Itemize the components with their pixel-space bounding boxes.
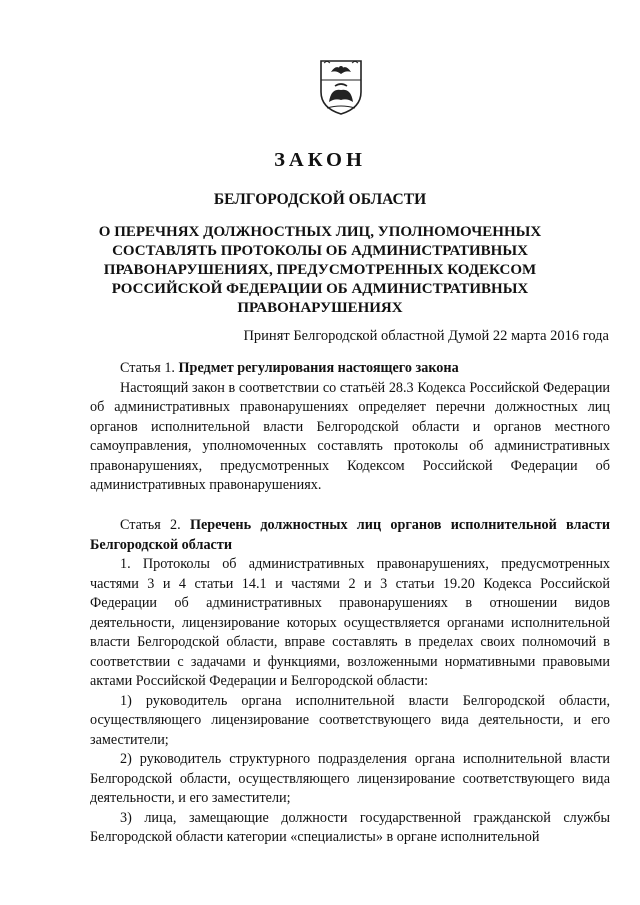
article-1-title: Предмет регулирования настоящего закона — [178, 360, 459, 376]
article-2-paragraph: 1. Протоколы об административных правонарушениях, предусмотренных частями 3 и 4 статьи 14.1 и частями 2 и 3 статьи 19.20 Кодекса Российской Федерации об административных правонарушениях в отношении видов деятельности, лицензирование которых осуществляется органами исполнительной власти Белгородской области, вправе составлять в пределах своих полномочий в соответствии с задачами и функциями, возложенными нормативными правовыми актами Российской Федерации и Белгородской области: — [90, 556, 610, 689]
coat-of-arms-emblem — [317, 58, 365, 116]
article-2-paragraph: 2) руководитель структурного подразделения органа исполнительной власти Белгородской области, осуществляющего лицензирование соответствующего вида деятельности, и его заместители; — [90, 751, 610, 806]
document-region: БЕЛГОРОДСКОЙ ОБЛАСТИ — [213, 191, 427, 208]
article-2-title: Перечень должностных лиц органов исполнительной власти Белгородской области — [90, 517, 610, 553]
adoption-note: Принят Белгородской областной Думой 22 марта 2016 года — [243, 328, 609, 344]
article-1-prefix: Статья 1. — [120, 360, 179, 376]
article-2-paragraph: 1) руководитель органа исполнительной власти Белгородской области, осуществляющего лицензирование соответствующего вида деятельности, и его заместители; — [90, 692, 610, 748]
article-1-heading — [90, 359, 610, 379]
law-heading — [80, 223, 560, 318]
heading-line: СОСТАВЛЯТЬ ПРОТОКОЛЫ ОБ АДМИНИСТРАТИВНЫХ — [112, 243, 528, 259]
article-2 — [90, 516, 610, 848]
document-title: ЗАКОН — [274, 149, 366, 171]
heading-line: О ПЕРЕЧНЯХ ДОЛЖНОСТНЫХ ЛИЦ, УПОЛНОМОЧЕННЫХ — [98, 224, 542, 240]
article-2-paragraph: 3) лица, замещающие должности государственной гражданской службы Белгородской области категории «специалисты» в органе исполнительной — [90, 809, 610, 845]
heading-line: РОССИЙСКОЙ ФЕДЕРАЦИИ ОБ АДМИНИСТРАТИВНЫХ — [111, 281, 529, 297]
article-2-prefix: Статья 2. — [120, 517, 190, 533]
article-2-heading — [90, 516, 610, 555]
article-1 — [90, 359, 610, 496]
article-1-text: Настоящий закон в соответствии со статьёй 28.3 Кодекса Российской Федерации об административных правонарушениях определяет перечни должностных лиц органов исполнительной власти Белгородской области и органов местного самоуправления, уполномоченных составлять протоколы об административных правонарушениях, предусмотренных Кодексом Российской Федерации об административных правонарушениях. — [90, 379, 610, 493]
heading-line: ПРАВОНАРУШЕНИЯХ, ПРЕДУСМОТРЕННЫХ КОДЕКСОМ — [103, 262, 537, 278]
heading-line: ПРАВОНАРУШЕНИЯХ — [237, 300, 403, 316]
